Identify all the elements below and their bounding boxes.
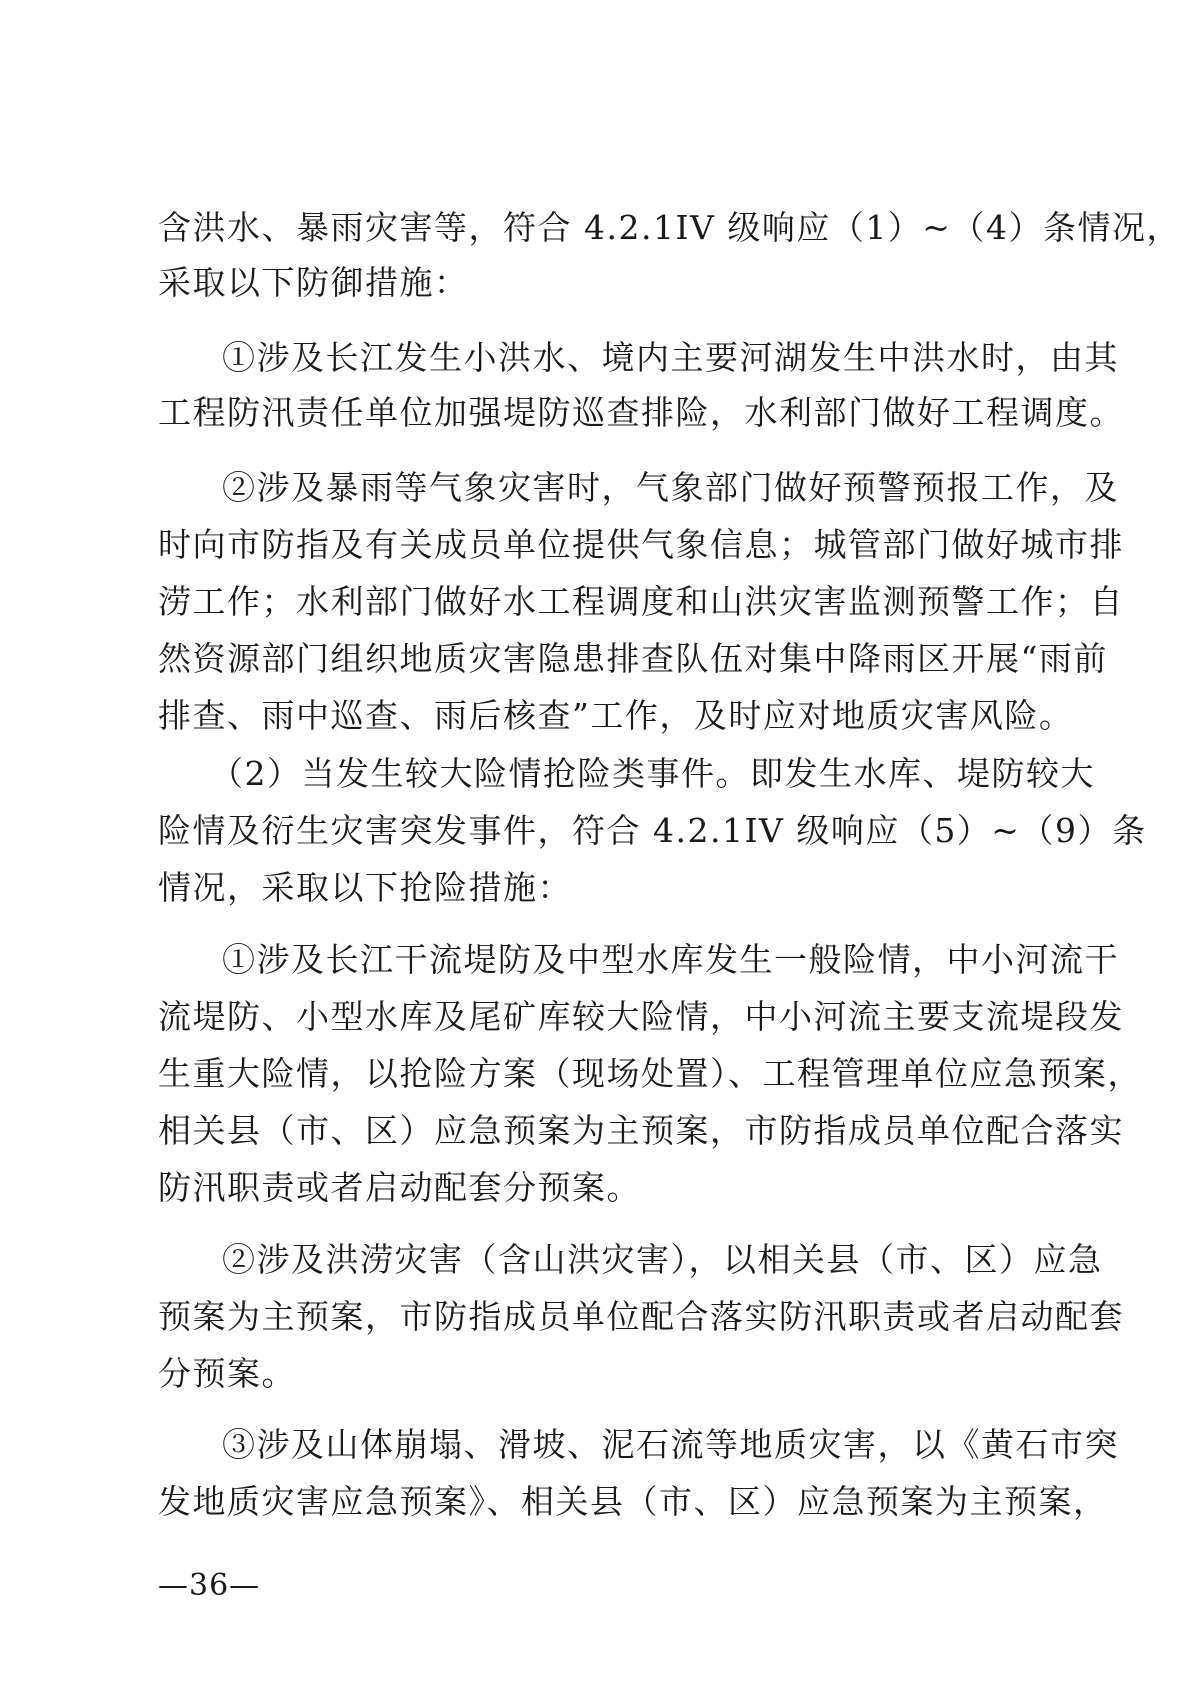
body-line-7: 涝工作；水利部门做好水工程调度和山洪灾害监测预警工作；自 <box>158 582 1124 621</box>
body-line-15: 生重大险情，以抢险方案（现场处置）、工程管理单位应急预案， <box>158 1054 1142 1093</box>
body-line-13: ①涉及长江干流堤防及中型水库发生一般险情，中小河流干 <box>222 940 1119 979</box>
body-line-5: ②涉及暴雨等气象灾害时，气象部门做好预警预报工作，及 <box>222 468 1119 507</box>
body-line-19: 预案为主预案，市防指成员单位配合落实防汛职责或者启动配套 <box>158 1297 1124 1336</box>
body-line-18: ②涉及洪涝灾害（含山洪灾害），以相关县（市、区）应急 <box>222 1240 1103 1279</box>
body-line-14: 流堤防、小型水库及尾矿库较大险情，中小河流主要支流堤段发 <box>158 997 1124 1036</box>
body-line-22: 发地质灾害应急预案》、相关县（市、区）应急预案为主预案， <box>158 1482 1108 1521</box>
body-line-20: 分预案。 <box>158 1354 296 1393</box>
body-line-11: 险情及衍生灾害突发事件，符合 4.2.1IV 级响应（5）~（9）条 <box>158 811 1147 850</box>
body-line-1: 含洪水、暴雨灾害等，符合 4.2.1IV 级响应（1）~（4）条情况， <box>158 208 1181 247</box>
body-line-4: 工程防汛责任单位加强堤防巡查排险，水利部门做好工程调度。 <box>158 393 1124 432</box>
body-line-21: ③涉及山体崩塌、滑坡、泥石流等地质灾害，以《黄石市突 <box>222 1425 1119 1464</box>
body-line-6: 时向市防指及有关成员单位提供气象信息；城管部门做好城市排 <box>158 525 1124 564</box>
body-line-10: （2）当发生较大险情抢险类事件。即发生水库、堤防较大 <box>210 754 1095 793</box>
body-line-8: 然资源部门组织地质灾害隐患排查队伍对集中降雨区开展“雨前 <box>158 639 1108 678</box>
body-line-16: 相关县（市、区）应急预案为主预案，市防指成员单位配合落实 <box>158 1111 1124 1150</box>
body-line-9: 排查、雨中巡查、雨后核查”工作，及时应对地质灾害风险。 <box>158 696 1074 735</box>
body-line-12: 情况，采取以下抢险措施： <box>158 868 572 907</box>
body-line-3: ①涉及长江发生小洪水、境内主要河湖发生中洪水时，由其 <box>222 338 1119 377</box>
body-line-2: 采取以下防御措施： <box>158 263 469 302</box>
page-number: —36— <box>158 1568 261 1603</box>
body-line-17: 防汛职责或者启动配套分预案。 <box>158 1168 641 1207</box>
